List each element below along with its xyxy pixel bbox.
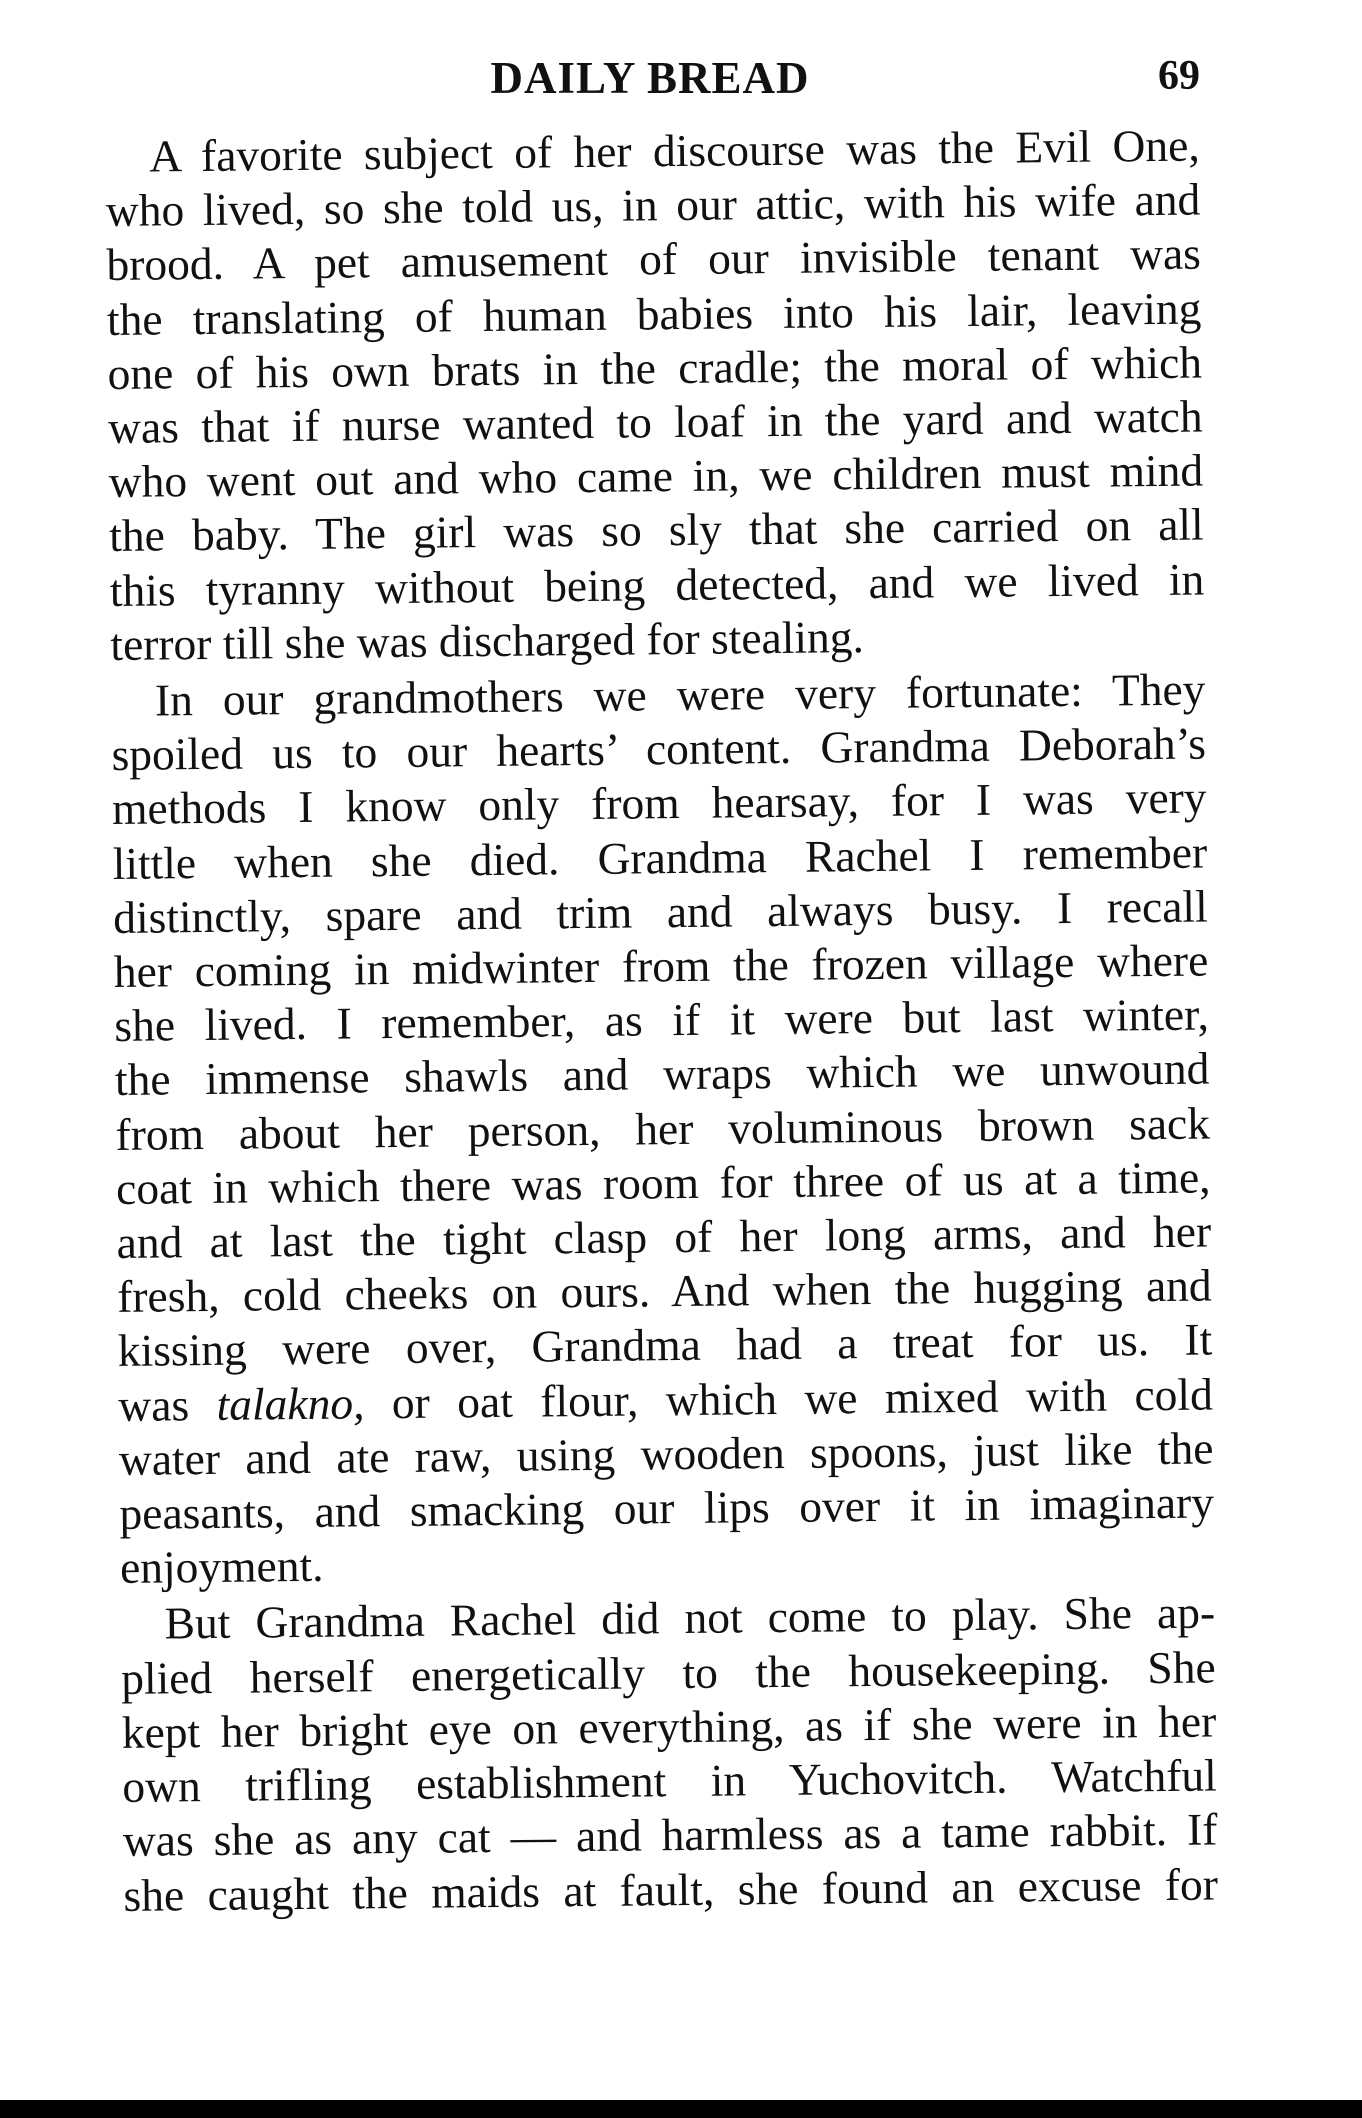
paragraph-3 (120, 1586, 1218, 1923)
text-line: from about her person, her voluminous brown sack (115, 1097, 1211, 1160)
paragraph-1 (105, 119, 1206, 672)
text-line: she caught the maids at fault, she found an excuse for (123, 1857, 1219, 1921)
text-line: enjoyment. (119, 1540, 324, 1594)
text-line: own trifling establishment in Yuchovitch. Watchful (122, 1749, 1218, 1813)
text-segment: or oat flour, which we mixed with cold (364, 1368, 1214, 1429)
text-line: and at last the tight clasp of her long arms, and her (116, 1205, 1212, 1269)
text-line: brood. A pet amusement of our invisible tenant was (106, 227, 1202, 291)
text-line: But Grandma Rachel did not come to play. She ap- (164, 1586, 1216, 1649)
text-line: the immense shawls and wraps which we unwound (114, 1042, 1210, 1106)
body-text (105, 119, 1219, 1925)
text-line: the baby. The girl was so sly that she carried on all (108, 498, 1204, 562)
text-line: water and ate raw, using wooden spoons, just like the (118, 1422, 1214, 1485)
text-line: kept her bright eye on everything, as if she were in her (121, 1695, 1217, 1758)
text-line: her coming in midwinter from the frozen village where (113, 934, 1209, 997)
text-line: the translating of human babies into his lair, leaving (106, 282, 1202, 345)
text-segment: was (118, 1378, 217, 1431)
text-line: this tyranny without being detected, and we lived in (109, 553, 1205, 616)
text-line: In our grandmothers we were very fortunate: They (154, 663, 1206, 726)
text-line: she lived. I remember, as if it were but last winter, (114, 988, 1210, 1052)
text-line: peasants, and smacking our lips over it in imaginary (119, 1476, 1215, 1540)
text-line: plied herself energetically to the housekeeping. She (120, 1641, 1216, 1704)
bottom-border (0, 2100, 1362, 2118)
text-line: spoiled us to our hearts’ content. Grandma Deborah’s (111, 717, 1207, 781)
text-line: who lived, so she told us, in our attic, with his wife and (105, 173, 1201, 237)
text-line: was that if nurse wanted to loaf in the yard and watch (107, 390, 1203, 453)
text-line: kissing were over, Grandma had a treat for us. It (117, 1313, 1213, 1377)
text-line: methods I know only from hearsay, for I was very (111, 771, 1207, 835)
running-head (100, 52, 1200, 112)
paragraph-2 (111, 663, 1216, 1596)
running-title: DAILY BREAD (490, 53, 810, 103)
italic-word: talakno, (216, 1377, 365, 1430)
text-line: A favorite subject of her discourse was the Evil One, (149, 119, 1200, 182)
text-line: terror till she was discharged for stealing. (110, 610, 865, 670)
text-line: distinctly, spare and trim and always busy. I recall (112, 880, 1208, 943)
text-line: fresh, cold cheeks on ours. And when the hugging and (116, 1259, 1212, 1323)
text-line: was she as any cat — and harmless as a tame rabbit. If (122, 1803, 1218, 1867)
text-line: little when she died. Grandma Rachel I remember (112, 826, 1208, 889)
text-line: one of his own brats in the cradle; the moral of which (107, 336, 1203, 399)
text-line: who went out and who came in, we children must mind (108, 444, 1204, 508)
text-line: coat in which there was room for three of us at a time, (115, 1151, 1211, 1214)
page-number: 69 (1158, 53, 1200, 99)
